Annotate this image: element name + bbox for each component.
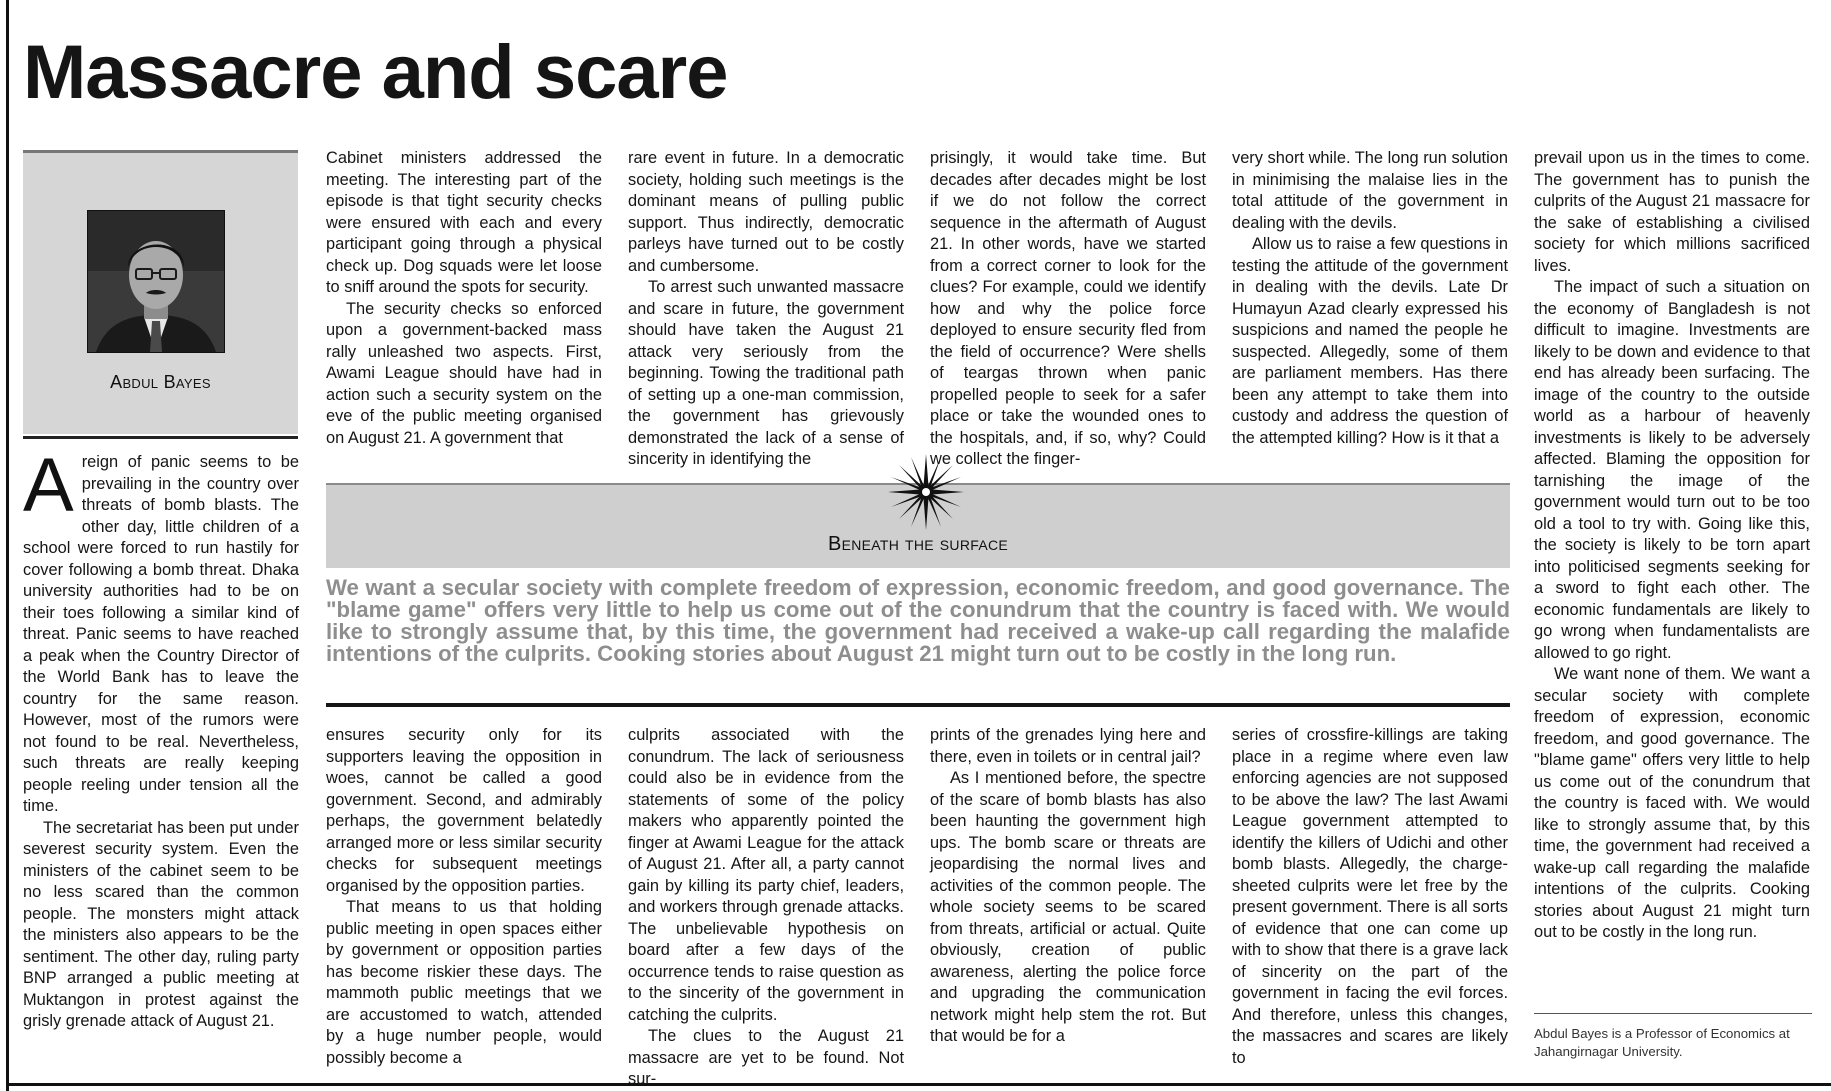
article-paragraph: series of crossfire-killings are taking place in a regime where even law enforcing agencies are not supposed to be above the law? The last Awami League government attempted to identify the killers of Udichi and other bomb blasts. Allegedly, the charge-sheeted culprits were let free by the present government. There is all sorts of evidence that one can come up with to show that there is a grave lack of sincerity on the part of the government in facing the evil forces. And therefore, unless this changes, the massacres and scares are likely to bbox=[1232, 726, 1508, 1067]
article-paragraph: The security checks so enforced upon a government-backed mass rally unleashed two aspects. First, Awami League should have had in action such a security system on the eve of the public meeting organised on August 21. A government that bbox=[326, 299, 602, 447]
article-paragraph: The secretariat has been put under severest security system. Even the ministers of the cabinet seem to be no less scared than the common people. The monsters might attack the ministers also appears to be the sentiment. The other day, ruling party BNP arranged a public meeting at Muktangon in protest against the grisly grenade attack of August 21. bbox=[23, 818, 299, 1030]
author-box bbox=[23, 150, 298, 434]
article-column-4-bottom bbox=[930, 725, 1206, 1070]
article-paragraph: ensures security only for its supporters leaving the opposition in woes, cannot be called a good government. Second, and admirably perhaps, the government belatedly arranged more or less similar security checks for subsequent meetings organised by the opposition parties. bbox=[326, 726, 602, 895]
author-bio-divider bbox=[1534, 1013, 1812, 1014]
author-name: Abdul Bayes bbox=[110, 372, 211, 392]
article-paragraph bbox=[23, 443, 299, 818]
author-bio: Abdul Bayes is a Professor of Economics at Jahangirnagar University. bbox=[1534, 1026, 1790, 1059]
article-column-2-top bbox=[326, 148, 602, 470]
article-column-1 bbox=[23, 443, 299, 1062]
article-column-4-top bbox=[930, 148, 1206, 470]
article-paragraph: prints of the grenades lying here and there, even in toilets or in central jail? bbox=[930, 726, 1206, 766]
article-paragraph: We want none of them. We want a secular society with complete freedom of expression, economic freedom, and good governance. The "blame game" offers very little to help us come out of the conundrum that the country is faced with. We would like to strongly assume that, by this time, the government had received a wake-up call regarding the malafide intentions of the culprits. Cooking stories about August 21 might turn out to be costly in the long run. bbox=[1534, 665, 1810, 941]
page-frame-left-border bbox=[6, 0, 9, 1091]
article-paragraph: The impact of such a situation on the economy of Bangladesh is not difficult to imagine. Investments are likely to be down and evidence to that end has already been surfacing. The image of the country to the outside world as a harbour of heavenly investments is likely to be adversely affected. Blaming the opposition for tarnishing the image of the government would turn out to be too old a tool to try with. Going like this, the society is likely to be torn apart into politicised segments seeking for a sword to fight each other. The economic fundamentals are likely to go wrong when fundamentalists are allowed to go right. bbox=[1534, 278, 1810, 662]
article-paragraph: The clues to the August 21 massacre are yet to be found. Not sur- bbox=[628, 1027, 904, 1088]
article-column-3-top bbox=[628, 148, 904, 470]
article-paragraph: rare event in future. In a democratic society, holding such meetings is the dominant means of pulling public support. Thus indirectly, democratic parleys have turned out to be costly and cumbersome. bbox=[628, 149, 904, 275]
article-paragraph: prisingly, it would take time. But decades after decades might be lost if we do not follow the correct sequence in the aftermath of August 21. In other words, have we started from a correct corner to look for the clues? For example, could we identify how and why the police force deployed to ensure security fled from the field of occurrence? Were shells of teargas thrown when panic propelled people to seek for a safer place or take the wounded ones to the hospitals, and, if so, why? Could we collect the finger- bbox=[930, 149, 1206, 468]
author-box-divider bbox=[23, 436, 298, 439]
article-paragraph: As I mentioned before, the spectre of the scare of bomb blasts has also been haunting the government high ups. The bomb scare or threats are jeopardising the normal lives and activities of the common people. The whole society seems to be scared from threats, artificial or actual. Quite obviously, creation of public awareness, alerting the police force and upgrading the communication network might help stem the rot. But that would be for a bbox=[930, 769, 1206, 1045]
column-label: Beneath the surface bbox=[827, 533, 1009, 555]
drop-cap: A bbox=[23, 443, 74, 528]
article-column-3-bottom bbox=[628, 725, 904, 1088]
article-paragraph: To arrest such unwanted massacre and scare in future, the government should have taken the August 21 attack very seriously from the beginning. Towing the traditional path of setting up a one-man commission, the government has grievously demonstrated the lack of a sense of sincerity in identifying the bbox=[628, 278, 904, 468]
article-column-2-bottom bbox=[326, 725, 602, 1070]
page-frame-bottom-border bbox=[6, 1083, 1831, 1086]
article-paragraph: prevail upon us in the times to come. The government has to punish the culprits of the August 21 massacre for the sake of establishing a civilised society for which millions sacrificed lives. bbox=[1534, 149, 1810, 275]
author-portrait bbox=[87, 210, 225, 353]
article-paragraph: Allow us to raise a few questions in testing the attitude of the government in dealing with the devils. Late Dr Humayun Azad clearly expressed his suspicions and named the people he suspected. Allegedly, some of them are parliament members. Has there been any attempt to take them into custody and address the question of the attempted killing? How is it that a bbox=[1232, 235, 1508, 447]
paragraph-text: reign of panic seems to be prevailing in the country over threats of bomb blasts. The other day, little children of a school were forced to run hastily for cover following a bomb threat. Dhaka university authorities had to be on their toes following a similar kind of threat. Panic seems to have reached a peak when the Country Director of the World Bank has to leave the country for the same reason. However, most of the rumors were not found to be real. Nevertheless, such threats are really keeping people reeling under tension all the time. bbox=[23, 453, 299, 815]
article-headline: Massacre and scare bbox=[23, 30, 728, 115]
article-column-5-top bbox=[1232, 148, 1508, 470]
starburst-icon bbox=[886, 452, 966, 532]
article-column-6 bbox=[1534, 148, 1810, 1000]
article-paragraph: culprits associated with the conundrum. The lack of seriousness could also be in evidence from the statements of some of the policy makers who apparently pointed the finger at Awami League for the attack of August 21. After all, a party cannot gain by killing its party chief, leaders, and workers through grenade attacks. The unbelievable hypothesis on board after a few days of the occurrence tends to raise question as to the sincerity of the government in catching the culprits. bbox=[628, 726, 904, 1024]
pull-quote: We want a secular society with complete freedom of expression, economic freedom, and good governance. The "blame game" offers very little to help us come out of the conundrum that the country is faced with. We would like to strongly assume that, by this time, the government had received a wake-up call regarding the malafide intentions of the culprits. Cooking stories about August 21 might turn out to be costly in the long run. bbox=[326, 575, 1510, 666]
article-paragraph: Cabinet ministers addressed the meeting. The interesting part of the episode is that tight security checks were ensured with each and every participant going through a physical check up. Dog squads were let loose to sniff around the spots for security. bbox=[326, 149, 602, 296]
article-column-5-bottom bbox=[1232, 725, 1508, 1070]
pull-quote-rule bbox=[326, 703, 1510, 707]
article-paragraph: That means to us that holding public meeting in open spaces either by government or opposition parties has become riskier these days. The mammoth public meetings that we are accustomed to watch, attended by a huge number people, would possibly become a bbox=[326, 898, 602, 1067]
article-paragraph: very short while. The long run solution in minimising the malaise lies in the total attitude of the government in dealing with the devils. bbox=[1232, 149, 1508, 232]
